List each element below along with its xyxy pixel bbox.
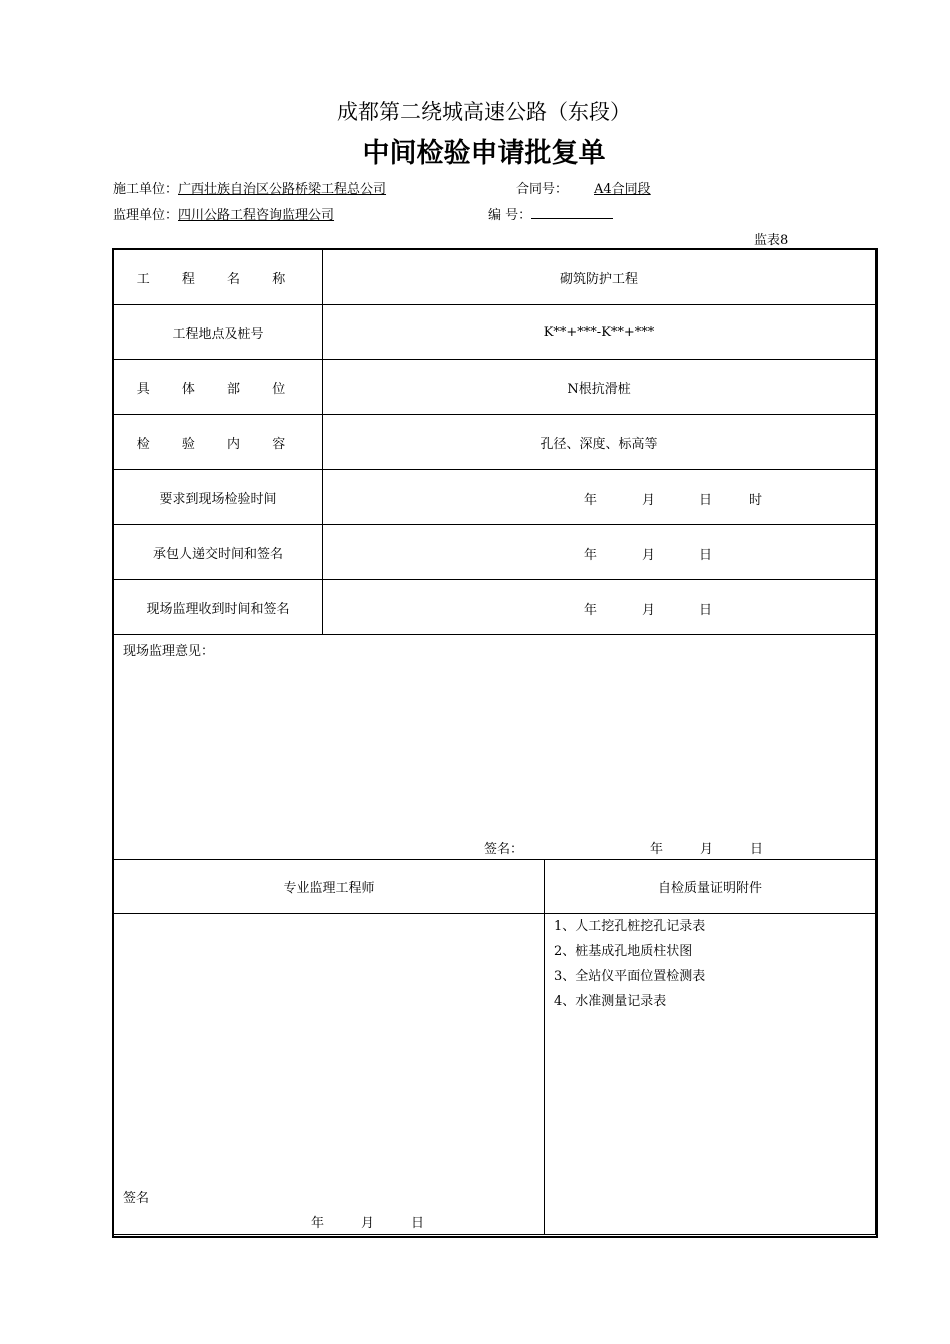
inspection-table: [113, 249, 876, 1235]
engineer-day: 日: [411, 1216, 425, 1231]
submit-day: 日: [699, 548, 713, 563]
opinion-cell: [114, 635, 876, 860]
attachments-list: [554, 914, 875, 1014]
supervisor-line: [113, 204, 378, 223]
attachments-header: 自检质量证明附件: [545, 860, 876, 914]
part-value: N根抗滑桩: [323, 360, 876, 415]
attachment-item: 2、桩基成孔地质柱状图: [554, 944, 693, 959]
opinion-sign-label: 签名：: [484, 842, 524, 857]
serial-label: 编 号：: [488, 208, 532, 223]
contractor-line: [113, 178, 386, 197]
contract-no-field: [568, 178, 710, 197]
row-part: [114, 360, 876, 415]
submit-value: [323, 525, 876, 580]
row-bottom-content: [114, 914, 876, 1235]
serial-line: [488, 204, 613, 223]
opinion-year: 年: [650, 842, 664, 857]
received-value: [323, 580, 876, 635]
opinion-label: 现场监理意见：: [123, 644, 215, 659]
row-location: [114, 305, 876, 360]
document-subtitle: 成都第二绕城高速公路（东段）: [337, 100, 631, 124]
attachment-item: 4、水准测量记录表: [554, 994, 667, 1009]
contract-no-value: A4合同段: [594, 182, 651, 197]
request-time-label: 要求到现场检验时间: [114, 470, 323, 525]
location-value: K**+***-K**+***: [323, 305, 876, 360]
row-opinion: [114, 635, 876, 860]
engineer-header: 专业监理工程师: [114, 860, 545, 914]
content-label: 检 验 内 容: [114, 415, 323, 470]
submit-label: 承包人递交时间和签名: [114, 525, 323, 580]
opinion-month: 月: [700, 842, 714, 857]
attachment-item: 1、人工挖孔桩挖孔记录表: [554, 919, 706, 934]
request-day: 日: [699, 493, 713, 508]
row-content: [114, 415, 876, 470]
engineer-year: 年: [311, 1216, 325, 1231]
contractor-label: 施工单位：: [113, 182, 179, 197]
supervisor-label: 监理单位：: [113, 208, 179, 223]
request-year: 年: [584, 493, 598, 508]
project-name-label: 工 程 名 称: [114, 250, 323, 305]
part-label: 具 体 部 位: [114, 360, 323, 415]
row-project-name: [114, 250, 876, 305]
supervisor-field: [178, 204, 378, 223]
contract-no-line: [516, 178, 710, 197]
row-submit: [114, 525, 876, 580]
engineer-month: 月: [361, 1216, 375, 1231]
request-time-value: [323, 470, 876, 525]
engineer-cell: [114, 914, 545, 1235]
contract-no-label: 合同号：: [516, 182, 569, 197]
received-month: 月: [642, 603, 656, 618]
received-year: 年: [584, 603, 598, 618]
row-request-time: [114, 470, 876, 525]
row-received: [114, 580, 876, 635]
attachment-item: 3、全站仪平面位置检测表: [554, 969, 706, 984]
received-day: 日: [699, 603, 713, 618]
form-code: 监表8: [754, 233, 789, 248]
serial-blank: [531, 205, 613, 219]
received-label: 现场监理收到时间和签名: [114, 580, 323, 635]
content-value: 孔径、深度、标高等: [323, 415, 876, 470]
submit-year: 年: [584, 548, 598, 563]
contractor-value: 广西壮族自治区公路桥梁工程总公司: [178, 182, 387, 197]
document-title: 中间检验申请批复单: [362, 138, 606, 169]
supervisor-value: 四川公路工程咨询监理公司: [178, 208, 335, 223]
engineer-sign-label: 签名: [123, 1191, 150, 1206]
request-month: 月: [642, 493, 656, 508]
request-hour: 时: [749, 493, 763, 508]
attachments-cell: [545, 914, 876, 1235]
location-label: 工程地点及桩号: [114, 305, 323, 360]
submit-month: 月: [642, 548, 656, 563]
project-name-value: 砌筑防护工程: [323, 250, 876, 305]
opinion-day: 日: [750, 842, 764, 857]
row-bottom-headers: [114, 860, 876, 914]
